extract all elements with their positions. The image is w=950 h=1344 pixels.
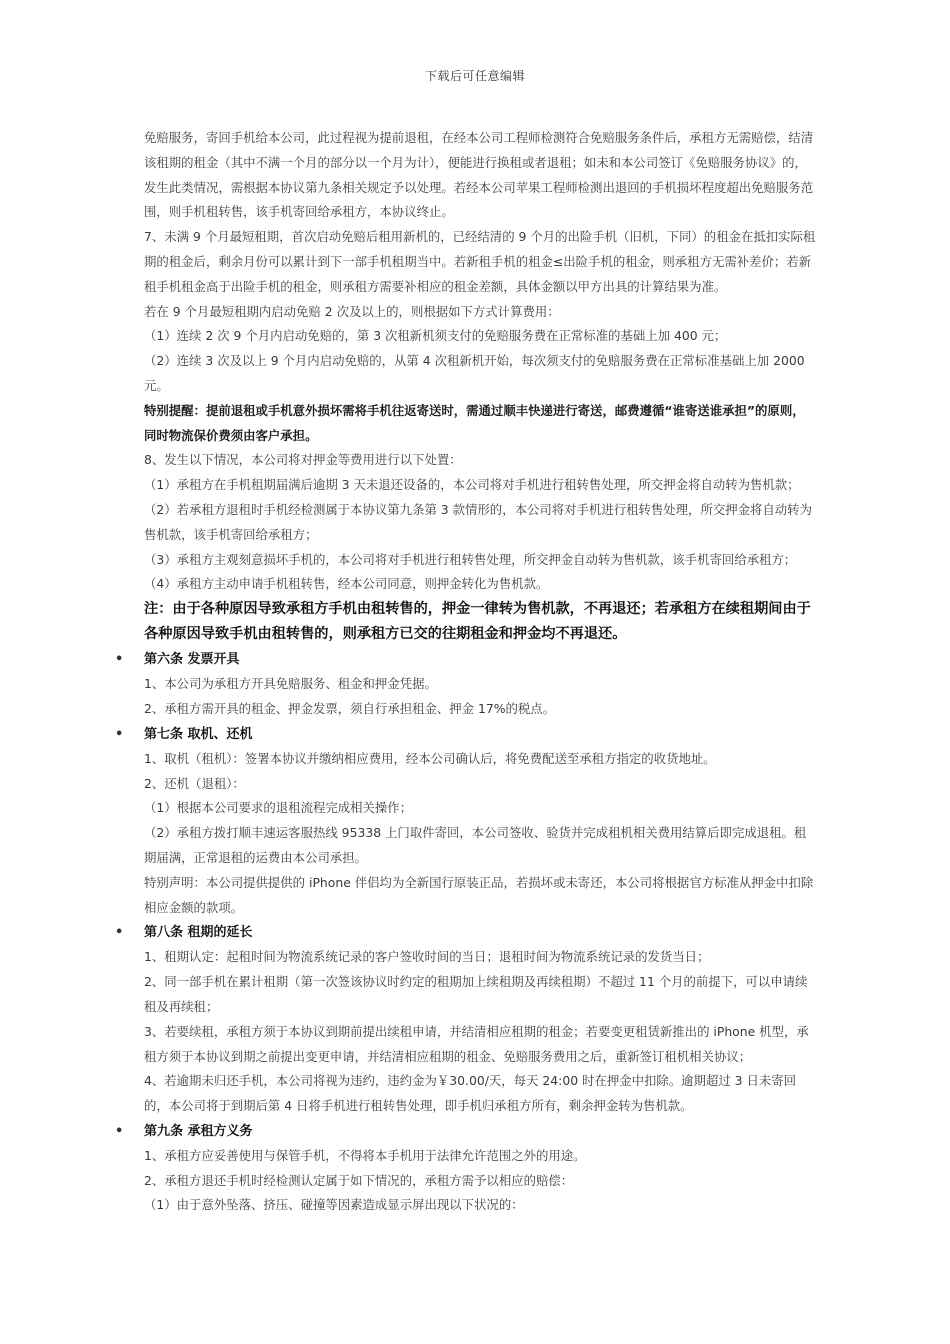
paragraph: （1）根据本公司要求的退租流程完成相关操作； [144, 800, 413, 816]
paragraph: 2、同一部手机在累计租期（第一次签该协议时约定的租期加上续租期及再续租期）不超过 11 个月的前提下，可以申请续租及再续租； [144, 974, 808, 1014]
section-heading-article-8 [115, 920, 816, 945]
page-header: 下载后可任意编辑 [424, 69, 525, 83]
paragraph: （2）承租方拨打顺丰速运客服热线 95338 上门取件寄回，本公司签收、验货并完成租机相关费用结算后即完成退租。租期届满，正常退租的运费由本公司承担。 [144, 825, 807, 865]
paragraph: 3、若要续租，承租方须于本协议到期前提出续租申请，并结清相应租期的租金；若要变更租赁新推出的 iPhone 机型，承租方须于本协议到期之前提出变更申请，并结清相应租期的租金、免赔服务费用之后，重新签订租机相关协议； [144, 1023, 809, 1064]
paragraph: 2、承租方退还手机时经检测认定属于如下情况的，承租方需予以相应的赔偿： [144, 1172, 574, 1188]
special-reminder: 特别提醒：提前退租或手机意外损坏需将手机往返寄送时，需通过顺丰快递进行寄送，邮费遵循“谁寄送谁承担”的原则，同时物流保价费须由客户承担。 [144, 402, 805, 443]
paragraph: 若在 9 个月最短租期内启动免赔 2 次及以上的，则根据如下方式计算费用： [144, 303, 560, 319]
section-heading-article-6 [115, 647, 816, 672]
note-paragraph: 注：由于各种原因导致承租方手机由租转售的，押金一律转为售机款，不再退还；若承租方在续租期间由于各种原因导致手机由租转售的，则承租方已交的往期租金和押金均不再退还。 [144, 601, 811, 643]
bullet-icon: • [115, 925, 124, 941]
paragraph: （1）连续 2 次 9 个月内启动免赔的，第 3 次租新机须支付的免赔服务费在正常标准的基础上加 400 元； [144, 328, 727, 344]
document-body [115, 126, 816, 1218]
section-heading-text: 第六条 发票开具 [144, 652, 240, 668]
paragraph: 2、承租方需开具的租金、押金发票，须自行承担租金、押金 17%的税点。 [144, 700, 556, 716]
paragraph: （3）承租方主观刻意损坏手机的，本公司将对手机进行租转售处理，所交押金自动转为售机款，该手机寄回给承租方； [144, 551, 797, 567]
section-heading-text: 第七条 取机、还机 [144, 726, 253, 742]
paragraph: 1、取机（租机）：签署本协议并缴纳相应费用，经本公司确认后，将免费配送至承租方指定的收货地址。 [144, 750, 716, 766]
paragraph: （4）承租方主动申请手机租转售，经本公司同意，则押金转化为售机款。 [144, 576, 549, 592]
paragraph: 4、若逾期未归还手机，本公司将视为违约，违约金为￥30.00/天，每天 24:00 时在押金中扣除。逾期超过 3 日未寄回的，本公司将于到期后第 4 日将手机进行租转售处理，即手机归承租方所有，剩余押金转为售机款。 [144, 1073, 797, 1114]
paragraph: 2、还机（退租）： [144, 775, 245, 791]
paragraph: （1）由于意外坠落、挤压、碰撞等因素造成显示屏出现以下状况的： [144, 1197, 524, 1213]
paragraph: 1、租期认定：起租时间为物流系统记录的客户签收时间的当日；退租时间为物流系统记录的发货当日； [144, 949, 710, 965]
bullet-icon: • [115, 1123, 124, 1139]
paragraph: 免赔服务，寄回手机给本公司，此过程视为提前退租，在经本公司工程师检测符合免赔服务条件后，承租方无需赔偿，结清该租期的租金（其中不满一个月的部分以一个月为计），便能进行换租或者退租；如未和本公司签订《免赔服务协议》的，发生此类情况，需根据本协议第九条相关规定予以处理。若经本公司苹果工程师检测出退回的手机损坏程度超出免赔服务范围，则手机租转售，该手机寄回给承租方，本协议终止。 [144, 130, 814, 220]
paragraph: 特别声明：本公司提供提供的 iPhone 伴侣均为全新国行原装正品，若损坏或未寄还，本公司将根据官方标准从押金中扣除相应金额的款项。 [144, 874, 814, 915]
section-heading-text: 第八条 租期的延长 [144, 925, 253, 941]
paragraph: 7、未满 9 个月最短租期，首次启动免赔后租用新机的，已经结清的 9 个月的出险手机（旧机，下同）的租金在抵扣实际租期的租金后，剩余月份可以累计到下一部手机租期当中。若新租手机的租金≤出险手机的租金，则承租方无需补差价；若新租手机租金高于出险手机的租金，则承租方需要补相应的租金差额，具体金额以甲方出具的计算结果为准。 [144, 229, 816, 294]
paragraph: 1、本公司为承租方开具免赔服务、租金和押金凭据。 [144, 676, 437, 692]
bullet-icon: • [115, 726, 124, 742]
paragraph: （1）承租方在手机租期届满后逾期 3 天未退还设备的，本公司将对手机进行租转售处理，所交押金将自动转为售机款； [144, 477, 800, 493]
bullet-icon: • [115, 652, 124, 668]
section-heading-article-9 [115, 1119, 816, 1144]
paragraph: （2）若承租方退租时手机经检测属于本协议第九条第 3 款情形的，本公司将对手机进行租转售处理，所交押金将自动转为售机款，该手机寄回给承租方； [144, 501, 812, 542]
paragraph: 1、承租方应妥善使用与保管手机，不得将本手机用于法律允许范围之外的用途。 [144, 1147, 586, 1163]
section-heading-article-7 [115, 722, 816, 747]
paragraph: 8、发生以下情况，本公司将对押金等费用进行以下处置： [144, 452, 462, 468]
paragraph: （2）连续 3 次及以上 9 个月内启动免赔的，从第 4 次租新机开始，每次须支付的免赔服务费在正常标准基础上加 2000 元。 [144, 353, 805, 393]
section-heading-text: 第九条 承租方义务 [144, 1123, 253, 1139]
